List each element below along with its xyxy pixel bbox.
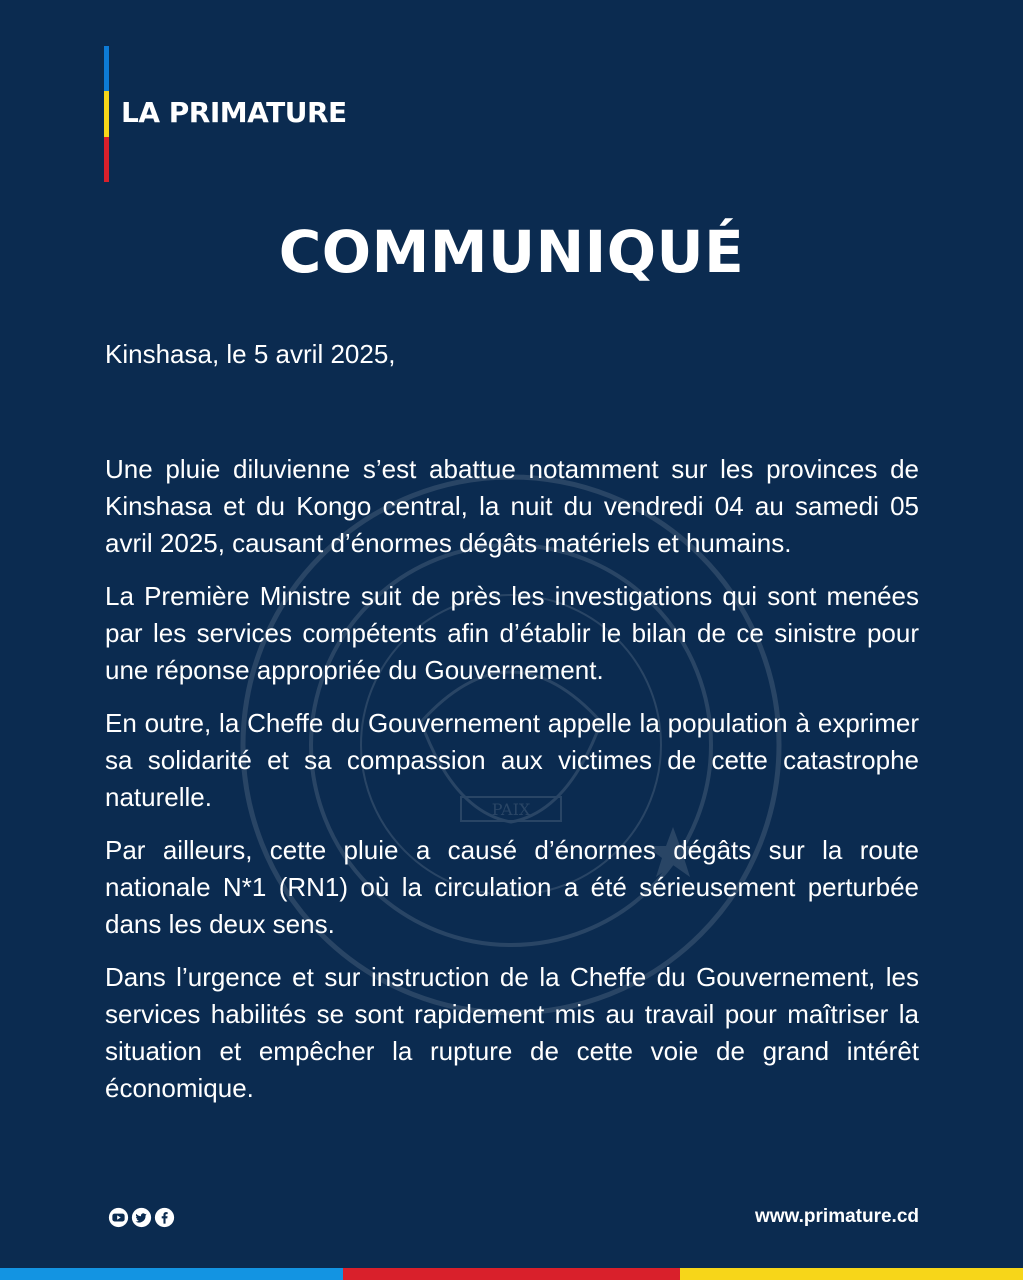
flag-red-segment xyxy=(104,137,109,182)
paragraph-1: Une pluie diluvienne s’est abattue notamment sur les provinces de Kinshasa et du Kongo central, la nuit du vendredi 04 au samedi 05 avril 2025, causant d’énormes dégâts matériels et humains. xyxy=(105,454,919,558)
paragraph-5: Dans l’urgence et sur instruction de la Cheffe du Gouvernement, les services habilités se sont rapidement mis au travail pour maîtriser la situation et empêcher la rupture de cette voie de grand intérêt économique. xyxy=(105,962,919,1103)
paragraph-3: En outre, la Cheffe du Gouvernement appelle la population à exprimer sa solidarité et sa compassion aux victimes de cette catastrophe naturelle. xyxy=(105,708,919,812)
seal-motto: PAIX xyxy=(491,800,531,819)
twitter-icon[interactable] xyxy=(131,1207,152,1228)
flag-yellow-segment xyxy=(104,91,109,136)
facebook-icon[interactable] xyxy=(154,1207,175,1228)
social-links xyxy=(108,1207,175,1228)
paragraph-4: Par ailleurs, cette pluie a causé d’énormes dégâts sur la route nationale N*1 (RN1) où la circulation a été sérieusement perturbée dans les deux sens. xyxy=(105,835,919,939)
paragraph-2: La Première Ministre suit de près les investigations qui sont menées par les services compétents afin d’établir le bilan de ce sinistre pour une réponse appropriée du Gouvernement. xyxy=(105,581,919,685)
website-link[interactable]: www.primature.cd xyxy=(755,1206,919,1227)
communique-body xyxy=(105,336,919,1123)
page-title: COMMUNIQUÉ xyxy=(278,218,745,286)
stripe-blue xyxy=(0,1268,343,1280)
flag-blue-segment xyxy=(104,46,109,91)
stripe-red xyxy=(343,1268,680,1280)
date-line: Kinshasa, le 5 avril 2025, xyxy=(105,339,396,369)
youtube-icon[interactable] xyxy=(108,1207,129,1228)
flag-color-bar xyxy=(104,46,109,182)
brand-name: LA PRIMATURE xyxy=(121,96,347,129)
bottom-flag-stripe xyxy=(0,1268,1023,1280)
stripe-yellow xyxy=(680,1268,1023,1280)
